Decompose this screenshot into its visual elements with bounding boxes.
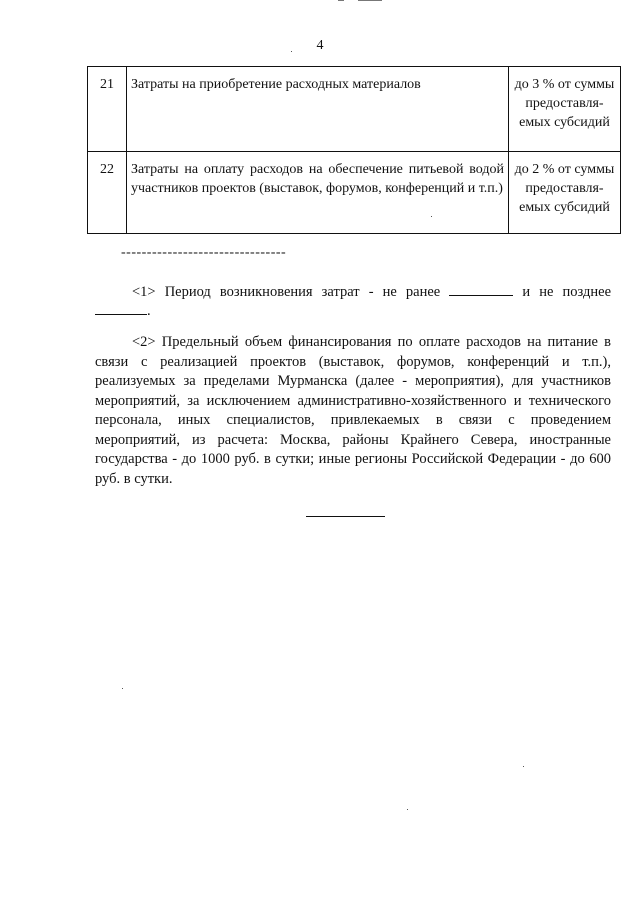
footnote-1-period: .: [147, 303, 151, 319]
footnote-1-text: <1> Период возникновения затрат - не ранее: [132, 284, 441, 300]
row-limit: до 2 % от суммы предоставля-емых субсидий: [509, 152, 621, 234]
footnote-1-middle: и не позднее: [522, 284, 612, 300]
page-number: 4: [316, 38, 324, 53]
footnote-1: [95, 282, 611, 303]
cost-table: [87, 66, 621, 234]
scan-speck: [523, 766, 524, 767]
scan-speck: [407, 809, 408, 810]
table-row: [88, 152, 621, 234]
row-description: Затраты на оплату расходов на обеспечение питьевой водой участников проектов (выставок, форумов, конференций и т.п.): [127, 152, 509, 234]
scan-speck: [291, 51, 292, 52]
row-number: 22: [88, 152, 127, 234]
date-blank-to: [95, 301, 147, 315]
row-limit: до 3 % от суммы предоставля-емых субсидий: [509, 67, 621, 152]
scan-speck: [431, 216, 432, 217]
end-of-document-line: [306, 516, 385, 517]
table-row: [88, 67, 621, 152]
row-description: Затраты на приобретение расходных материалов: [127, 67, 509, 152]
footnote-1-end: [95, 301, 151, 320]
scan-mark: [358, 0, 382, 1]
footnote-2: <2> Предельный объем финансирования по оплате расходов на питание в связи с реализацией проектов (выставок, форумов, конференций и т.п.), реализуемых за пределами Мурманска (далее - мероприятия), для участников мероприятий, за исключением административно-хозяйственного и технического персонала, иных специалистов, привлекаемых в связи с проведением мероприятий, из расчета: Москва, районы Крайнего Севера, иностранные государства - до 1000 руб. в сутки; иные регионы Российской Федерации - до 600 руб. в сутки.: [95, 334, 611, 487]
date-blank-from: [449, 282, 513, 296]
scan-speck: [122, 688, 123, 689]
row-number: 21: [88, 67, 127, 152]
footnote-separator: --------------------------------: [121, 245, 287, 260]
scan-mark: [338, 0, 344, 1]
